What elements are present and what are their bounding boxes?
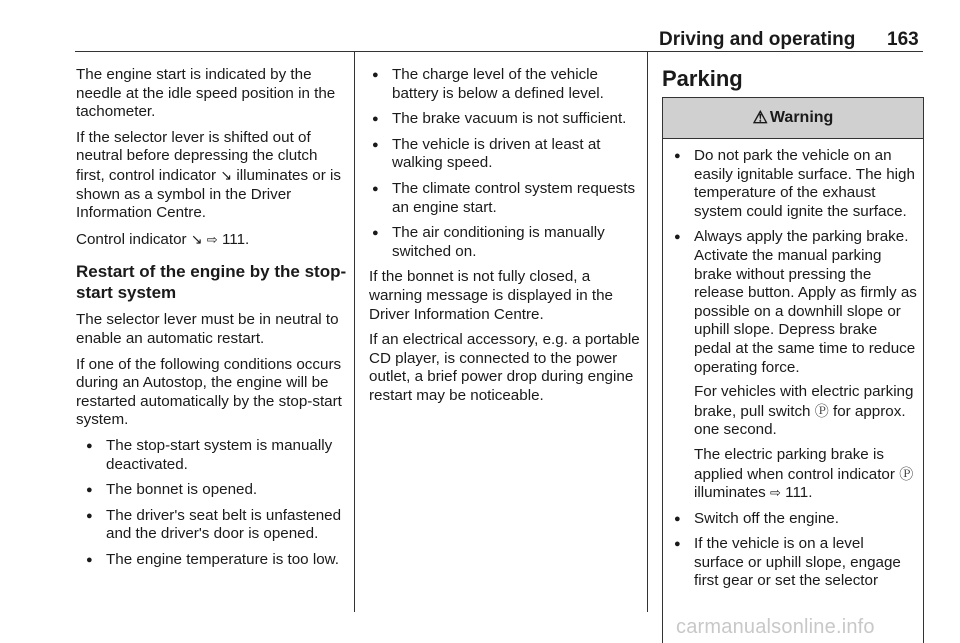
parking-brake-icon: Ⓟ — [899, 465, 914, 482]
sub-paragraph — [694, 383, 917, 440]
column-divider-1 — [354, 52, 355, 612]
text: Always apply the parking brake. Activate the manual parking brake without pressing the release button. Apply as firmly as possible on a downhill slope or uphill slope. Depress brake pedal at the same time to reduce operating force. — [694, 228, 917, 376]
list-item: ● The air conditioning is manually switched on. — [369, 224, 641, 261]
warning-header — [663, 98, 923, 139]
subheading: Restart of the engine by the stop-start system — [76, 262, 347, 303]
paragraph: The engine start is indicated by the needle at the idle speed position in the tachometer. — [76, 66, 336, 121]
warning-triangle-icon: ⚠ — [752, 108, 768, 127]
text: illuminates or is shown as a symbol in the Driver Information Centre. — [76, 166, 341, 222]
paragraph: The selector lever must be in neutral to enable an automatic restart. — [76, 311, 339, 347]
column-1 — [76, 66, 348, 576]
list-item: ● The brake vacuum is not sufficient. — [369, 110, 641, 129]
paragraph — [76, 129, 348, 223]
text: For vehicles with electric parking brake, pull switch — [694, 383, 914, 420]
text: Control indicator — [76, 230, 187, 248]
list-item: ● The engine temperature is too low. — [76, 551, 348, 570]
list-item: ● The driver's seat belt is unfastened and the driver's door is opened. — [76, 507, 348, 544]
bullet-list — [369, 66, 641, 261]
text: illuminates — [694, 484, 766, 502]
bullet-list — [76, 437, 348, 570]
sub-paragraph — [694, 446, 917, 503]
section-title: Driving and operating — [659, 29, 856, 50]
list-item: ● Do not park the vehicle on an easily ignitable surface. The high temperature of the exhaust system could ignite the surface. — [671, 147, 917, 221]
column-divider-2 — [647, 52, 648, 612]
column-3 — [662, 66, 924, 97]
watermark: carmanualsonline.info — [676, 616, 875, 638]
list-item: ● The bonnet is opened. — [76, 481, 348, 500]
shift-indicator-icon: ↘ — [220, 166, 233, 183]
warning-box — [662, 97, 924, 643]
warning-label: Warning — [769, 109, 834, 126]
column-2 — [369, 66, 641, 413]
list-item: ● The climate control system requests an engine start. — [369, 180, 641, 217]
list-item — [671, 228, 917, 502]
bullet-list — [671, 147, 917, 591]
page-number: 163 — [887, 29, 919, 50]
text: for approx. one second. — [694, 402, 906, 439]
parking-brake-icon: Ⓟ — [814, 402, 829, 419]
shift-indicator-icon: ↘ — [190, 230, 203, 247]
text: The electric parking brake is applied when control indicator — [694, 445, 895, 483]
header-rule — [75, 51, 923, 52]
list-item: ● The vehicle is driven at least at walking speed. — [369, 136, 641, 173]
warning-body — [663, 139, 923, 591]
text: If the selector lever is shifted out of neutral before depressing the clutch first, control indicator — [76, 128, 318, 184]
page-ref: 111. — [785, 484, 813, 502]
list-item: ● The stop-start system is manually deactivated. — [76, 437, 348, 474]
list-item: ● The charge level of the vehicle battery is below a defined level. — [369, 66, 641, 103]
list-item: ● If the vehicle is on a level surface or uphill slope, engage first gear or set the selector — [671, 535, 917, 591]
paragraph: If an electrical accessory, e.g. a portable CD player, is connected to the power outlet, a brief power drop during engine restart may be noticeable. — [369, 331, 640, 404]
list-item: ● Switch off the engine. — [671, 510, 917, 529]
page-ref-arrow-icon: ⇨ — [769, 485, 781, 501]
section-heading: Parking — [662, 66, 743, 91]
paragraph: If one of the following conditions occurs during an Autostop, the engine will be restarted automatically by the stop-start system. — [76, 355, 342, 429]
page-ref-arrow-icon: ⇨ — [206, 231, 218, 247]
paragraph — [76, 230, 348, 250]
page-ref: 111. — [221, 230, 250, 248]
paragraph: If the bonnet is not fully closed, a warning message is displayed in the Driver Information Centre. — [369, 268, 613, 323]
